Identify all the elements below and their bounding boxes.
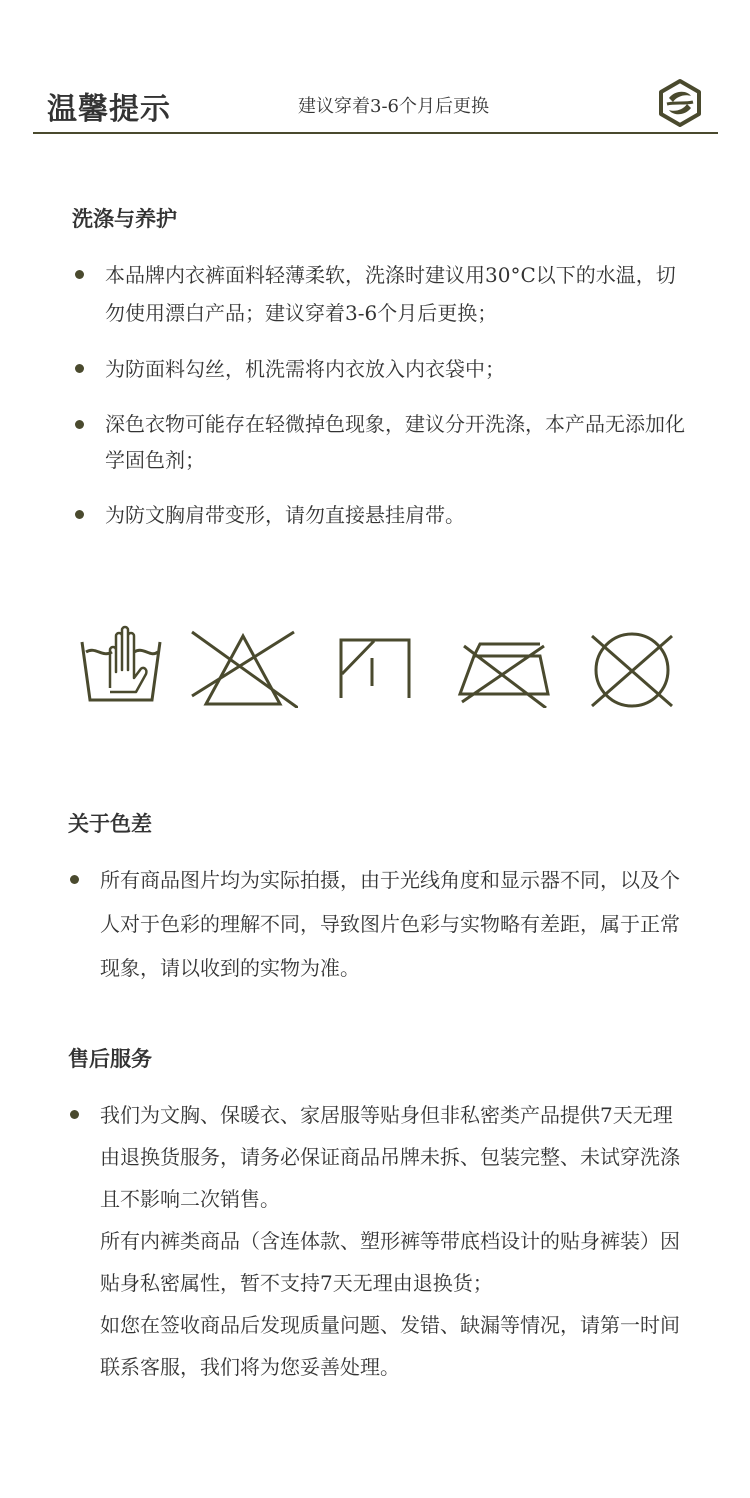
line-dry-icon <box>338 622 414 698</box>
no-dry-clean-icon <box>586 622 678 708</box>
header <box>33 70 718 134</box>
list-item: 本品牌内衣裤面料轻薄柔软，洗涤时建议用30°C以下的水温，切勿使用漂白产品；建议穿着3-6个月后更换； <box>105 256 690 332</box>
bullet-dot <box>75 420 84 429</box>
header-subtitle: 建议穿着3-6个月后更换 <box>298 96 489 117</box>
care-icons <box>62 622 702 722</box>
hand-wash-icon <box>78 622 164 708</box>
color-diff-title: 关于色差 <box>68 811 152 836</box>
bullet-dot <box>75 270 84 279</box>
bullet-dot <box>75 364 84 373</box>
no-bleach-icon <box>188 622 298 708</box>
brand-logo-icon <box>655 78 705 128</box>
bullet-dot <box>70 875 79 884</box>
washing-title: 洗涤与养护 <box>72 206 177 231</box>
bullet-dot <box>75 510 84 519</box>
list-item: 深色衣物可能存在轻微掉色现象，建议分开洗涤，本产品无添加化学固色剂； <box>105 406 690 478</box>
page-title: 温馨提示 <box>47 92 171 127</box>
bullet-dot <box>70 1110 79 1119</box>
list-item: 我们为文胸、保暖衣、家居服等贴身但非私密类产品提供7天无理由退换货服务，请务必保证商品吊牌未拆、包装完整、未试穿洗涤且不影响二次销售。 所有内裤类商品（含连体款、塑形裤等带底档设计的贴身裤装）因贴身私密属性，暂不支持7天无理由退换货； 如您在签收商品后发现质量问题、发错、缺漏等情况，请第一时间联系客服，我们将为您妥善处理。 <box>100 1094 690 1388</box>
list-item: 为防面料勾丝，机洗需将内衣放入内衣袋中； <box>105 350 690 388</box>
list-item: 所有商品图片均为实际拍摄，由于光线角度和显示器不同，以及个人对于色彩的理解不同，导致图片色彩与实物略有差距，属于正常现象，请以收到的实物为准。 <box>100 858 690 990</box>
list-item: 为防文胸肩带变形，请勿直接悬挂肩带。 <box>105 496 690 534</box>
after-sales-title: 售后服务 <box>68 1046 152 1071</box>
no-iron-icon <box>456 622 552 708</box>
